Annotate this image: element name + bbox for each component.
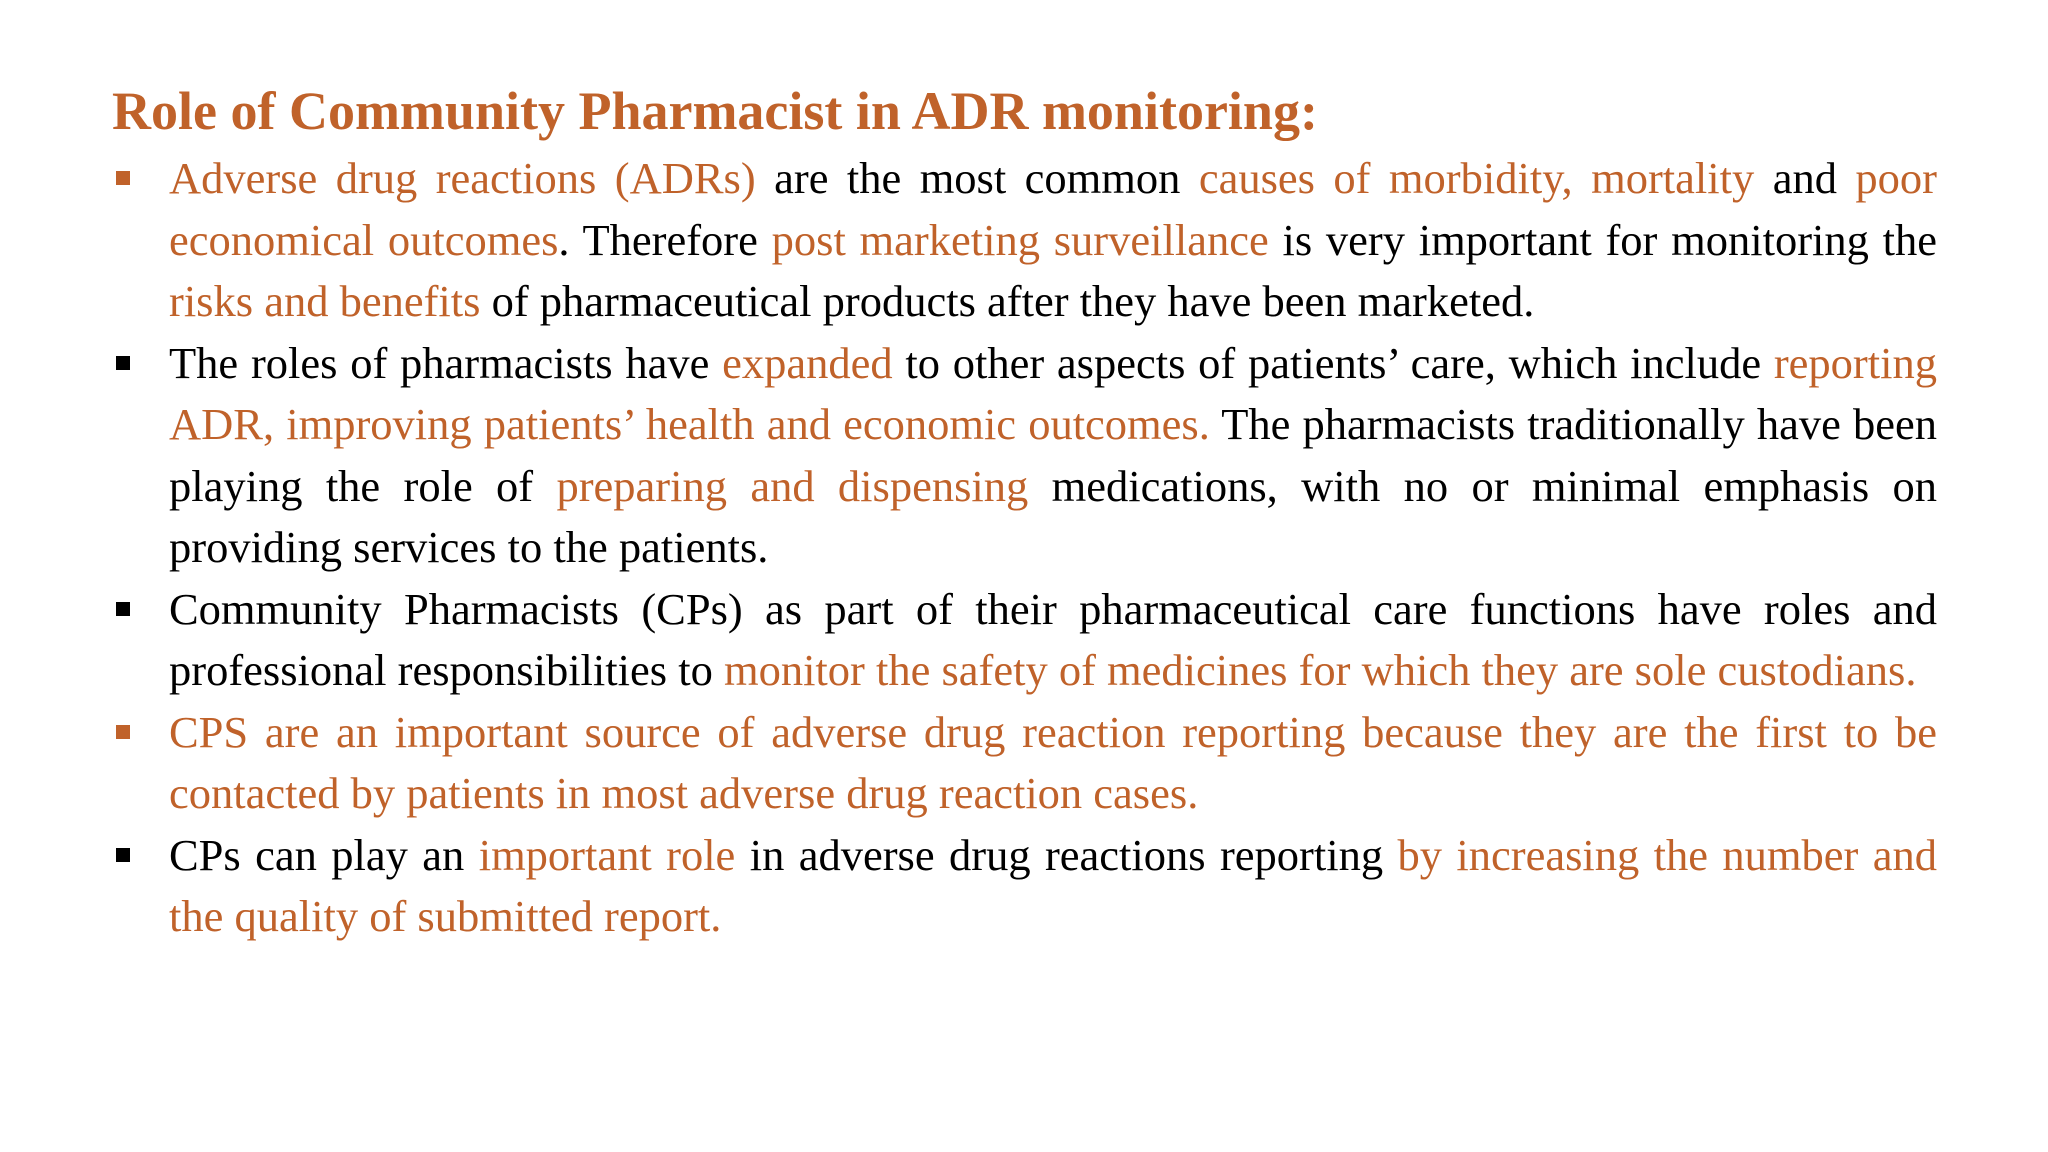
- bullet-item: [112, 333, 1937, 579]
- square-bullet-icon: [116, 848, 130, 862]
- bullet-text: CPs can play an important role in adverse drug reactions reporting by increasing the number and the quality of submitted report.: [169, 829, 1937, 941]
- bullet-item: [112, 825, 1937, 948]
- bullet-item: [112, 579, 1937, 702]
- slide-title: Role of Community Pharmacist in ADR monitoring:: [112, 81, 1318, 141]
- bullet-text: Adverse drug reactions (ADRs) are the most common causes of morbidity, mortality and poor economical outcomes. Therefore post marketing surveillance is very important for monitoring the risks and benefits of pharmaceutical products after they have been marketed.: [169, 153, 1937, 326]
- bullet-text: CPS are an important source of adverse drug reaction reporting because they are the first to be contacted by patients in most adverse drug reaction cases.: [169, 706, 1937, 818]
- square-bullet-icon: [116, 602, 130, 616]
- bullet-list: [112, 148, 1937, 948]
- bullet-text: The roles of pharmacists have expanded to other aspects of patients’ care, which include reporting ADR, improving patients’ health and economic outcomes. The pharmacists traditionally have been playing the role of preparing and dispensing medications, with no or minimal emphasis on providing services to the patients.: [169, 337, 1937, 572]
- square-bullet-icon: [116, 725, 130, 739]
- bullet-item: [112, 702, 1937, 825]
- bullet-item: [112, 148, 1937, 333]
- bullet-text: Community Pharmacists (CPs) as part of their pharmaceutical care functions have roles and professional responsibilities to monitor the safety of medicines for which they are sole custodians.: [169, 583, 1937, 695]
- square-bullet-icon: [116, 356, 130, 370]
- square-bullet-icon: [116, 171, 130, 185]
